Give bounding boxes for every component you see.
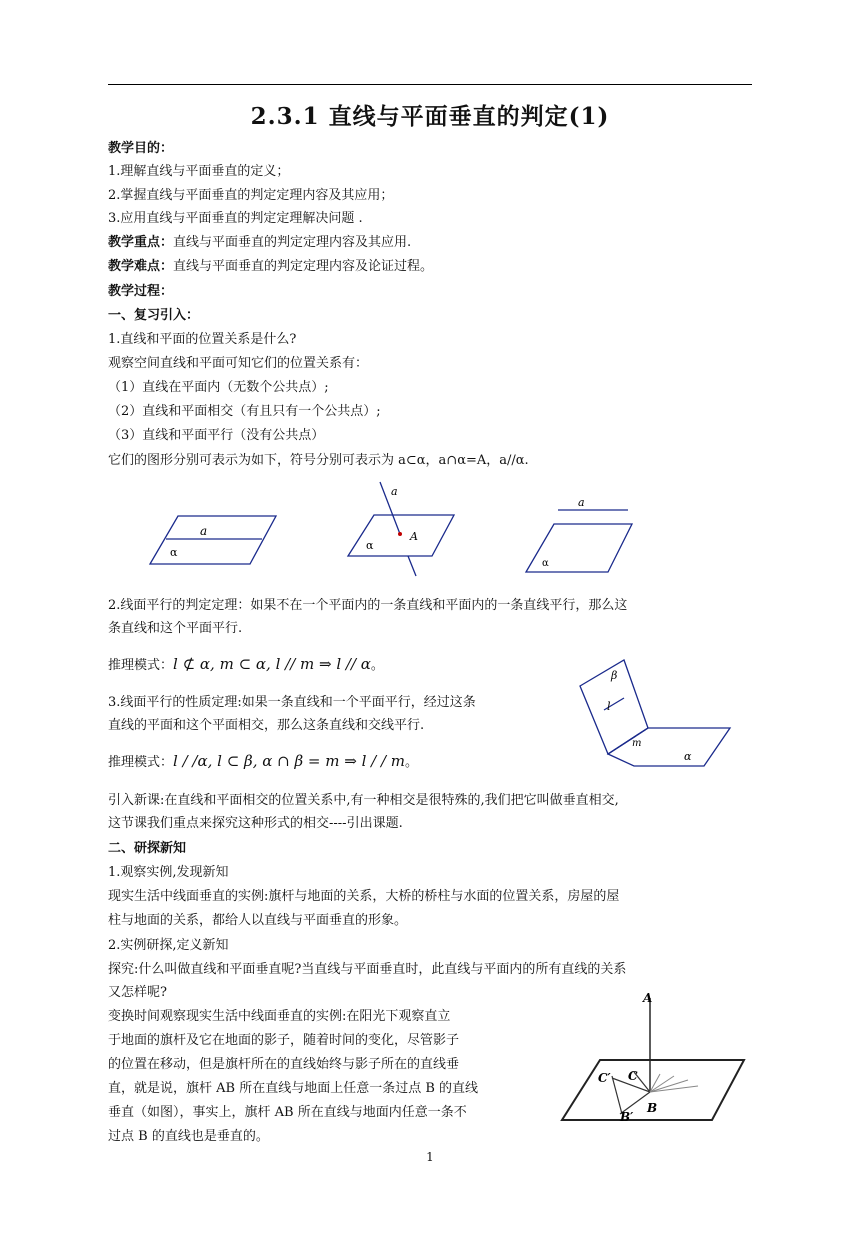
key-point xyxy=(108,234,411,252)
page-title: 2.3.1 直线与平面垂直的判定(1) xyxy=(250,103,610,130)
reasoning3-end: 。 xyxy=(405,755,419,770)
key-point-label: 教学重点： xyxy=(108,235,174,250)
figure-two-planes xyxy=(578,658,732,770)
process-heading: 教学过程： xyxy=(108,284,174,299)
label-a: a xyxy=(391,485,398,498)
page-number: 1 xyxy=(426,1150,434,1164)
objective-item: 1.理解直线与平面垂直的定义； xyxy=(108,164,290,179)
sub-heading: 2.实例研探,定义新知 xyxy=(108,938,229,953)
label-C: C xyxy=(628,1069,638,1083)
figure-flagpole xyxy=(560,990,746,1126)
figure-line-parallel-plane xyxy=(524,494,636,576)
label-l: l xyxy=(607,700,611,713)
difficulty xyxy=(108,258,433,276)
difficulty-label: 教学难点： xyxy=(108,259,174,274)
label-A: A xyxy=(410,530,418,543)
label-B-prime: B′ xyxy=(620,1110,634,1124)
label-a: a xyxy=(578,496,585,509)
theorem2-text: 条直线和这个平面平行. xyxy=(108,621,243,636)
sub-heading: 1.观察实例,发现新知 xyxy=(108,865,229,880)
figure-line-intersect-plane xyxy=(346,480,458,580)
reasoning3 xyxy=(108,752,418,772)
symbols-text: 它们的图形分别可表示为如下，符号分别可表示为 a⊂α，a∩α=A，a//α. xyxy=(108,453,529,468)
label-alpha: α xyxy=(170,546,178,559)
theorem2-text: 2.线面平行的判定定理：如果不在一个平面内的一条直线和平面内的一条直线平行，那么这 xyxy=(108,598,628,613)
reasoning2 xyxy=(108,655,384,675)
reasoning3-formula: l / /α, l ⊂ β, α ∩ β = m ⇒ l / / m xyxy=(173,752,406,770)
label-alpha: α xyxy=(542,558,549,569)
header-rule xyxy=(108,84,752,85)
figure-line-in-plane xyxy=(148,512,280,568)
label-beta: β xyxy=(611,669,618,682)
para-line: 变换时间观察现实生活中线面垂直的实例:在阳光下观察直立 xyxy=(108,1009,451,1024)
difficulty-text: 直线与平面垂直的判定定理内容及论证过程。 xyxy=(173,259,434,274)
label-alpha: α xyxy=(684,750,692,763)
label-a: a xyxy=(200,524,208,538)
section2-heading: 二、研探新知 xyxy=(108,841,187,856)
para-line: 直，就是说，旗杆 AB 所在直线与地面上任意一条过点 B 的直线 xyxy=(108,1081,479,1096)
relation-item: （3）直线和平面平行（没有公共点） xyxy=(108,428,325,443)
para-line: 垂直（如图），事实上，旗杆 AB 所在直线与地面内任意一条不 xyxy=(108,1105,467,1120)
section1-heading: 一、复习引入： xyxy=(108,308,200,323)
new-lesson-text: 这节课我们重点来探究这种形式的相交----引出课题. xyxy=(108,816,403,831)
reasoning2-end: 。 xyxy=(370,658,384,673)
key-point-text: 直线与平面垂直的判定定理内容及其应用. xyxy=(173,235,412,250)
new-lesson-text: 引入新课:在直线和平面相交的位置关系中,有一种相交是很特殊的,我们把它叫做垂直相交, xyxy=(108,793,619,808)
reasoning-label: 推理模式： xyxy=(108,755,174,770)
sub1-text: 现实生活中线面垂直的实例:旗杆与地面的关系，大桥的桥柱与水面的位置关系，房屋的屋 xyxy=(108,889,620,904)
explore-text: 探究:什么叫做直线和平面垂直呢?当直线与平面垂直时，此直线与平面内的所有直线的关系 xyxy=(108,962,627,977)
reasoning2-formula: l ⊄ α, m ⊂ α, l // m ⇒ l // α xyxy=(173,655,371,673)
label-A: A xyxy=(643,991,653,1005)
explore-text: 又怎样呢? xyxy=(108,985,167,1000)
theorem3-text: 3.线面平行的性质定理:如果一条直线和一个平面平行，经过这条 xyxy=(108,695,476,710)
para-line: 的位置在移动，但是旗杆所在的直线始终与影子所在的直线垂 xyxy=(108,1057,460,1072)
label-m: m xyxy=(632,738,642,749)
label-C-prime: C′ xyxy=(598,1071,611,1085)
objective-item: 3.应用直线与平面垂直的判定定理解决问题 . xyxy=(108,211,363,226)
reasoning-label: 推理模式： xyxy=(108,658,174,673)
objective-item: 2.掌握直线与平面垂直的判定定理内容及其应用； xyxy=(108,188,394,203)
para-line: 于地面的旗杆及它在地面的影子，随着时间的变化，尽管影子 xyxy=(108,1033,460,1048)
label-B: B xyxy=(647,1101,658,1115)
theorem3-text: 直线的平面和这个平面相交，那么这条直线和交线平行. xyxy=(108,718,425,733)
observe-text: 观察空间直线和平面可知它们的位置关系有： xyxy=(108,356,369,371)
relation-item: （2）直线和平面相交（有且只有一个公共点）; xyxy=(108,404,381,419)
sub1-text: 柱与地面的关系，都给人以直线与平面垂直的形象。 xyxy=(108,913,408,928)
label-alpha: α xyxy=(366,539,374,552)
para-line: 过点 B 的直线也是垂直的。 xyxy=(108,1129,269,1144)
question-1: 1.直线和平面的位置关系是什么? xyxy=(108,332,297,347)
relation-item: （1）直线在平面内（无数个公共点）; xyxy=(108,380,329,395)
objectives-heading: 教学目的： xyxy=(108,141,174,156)
